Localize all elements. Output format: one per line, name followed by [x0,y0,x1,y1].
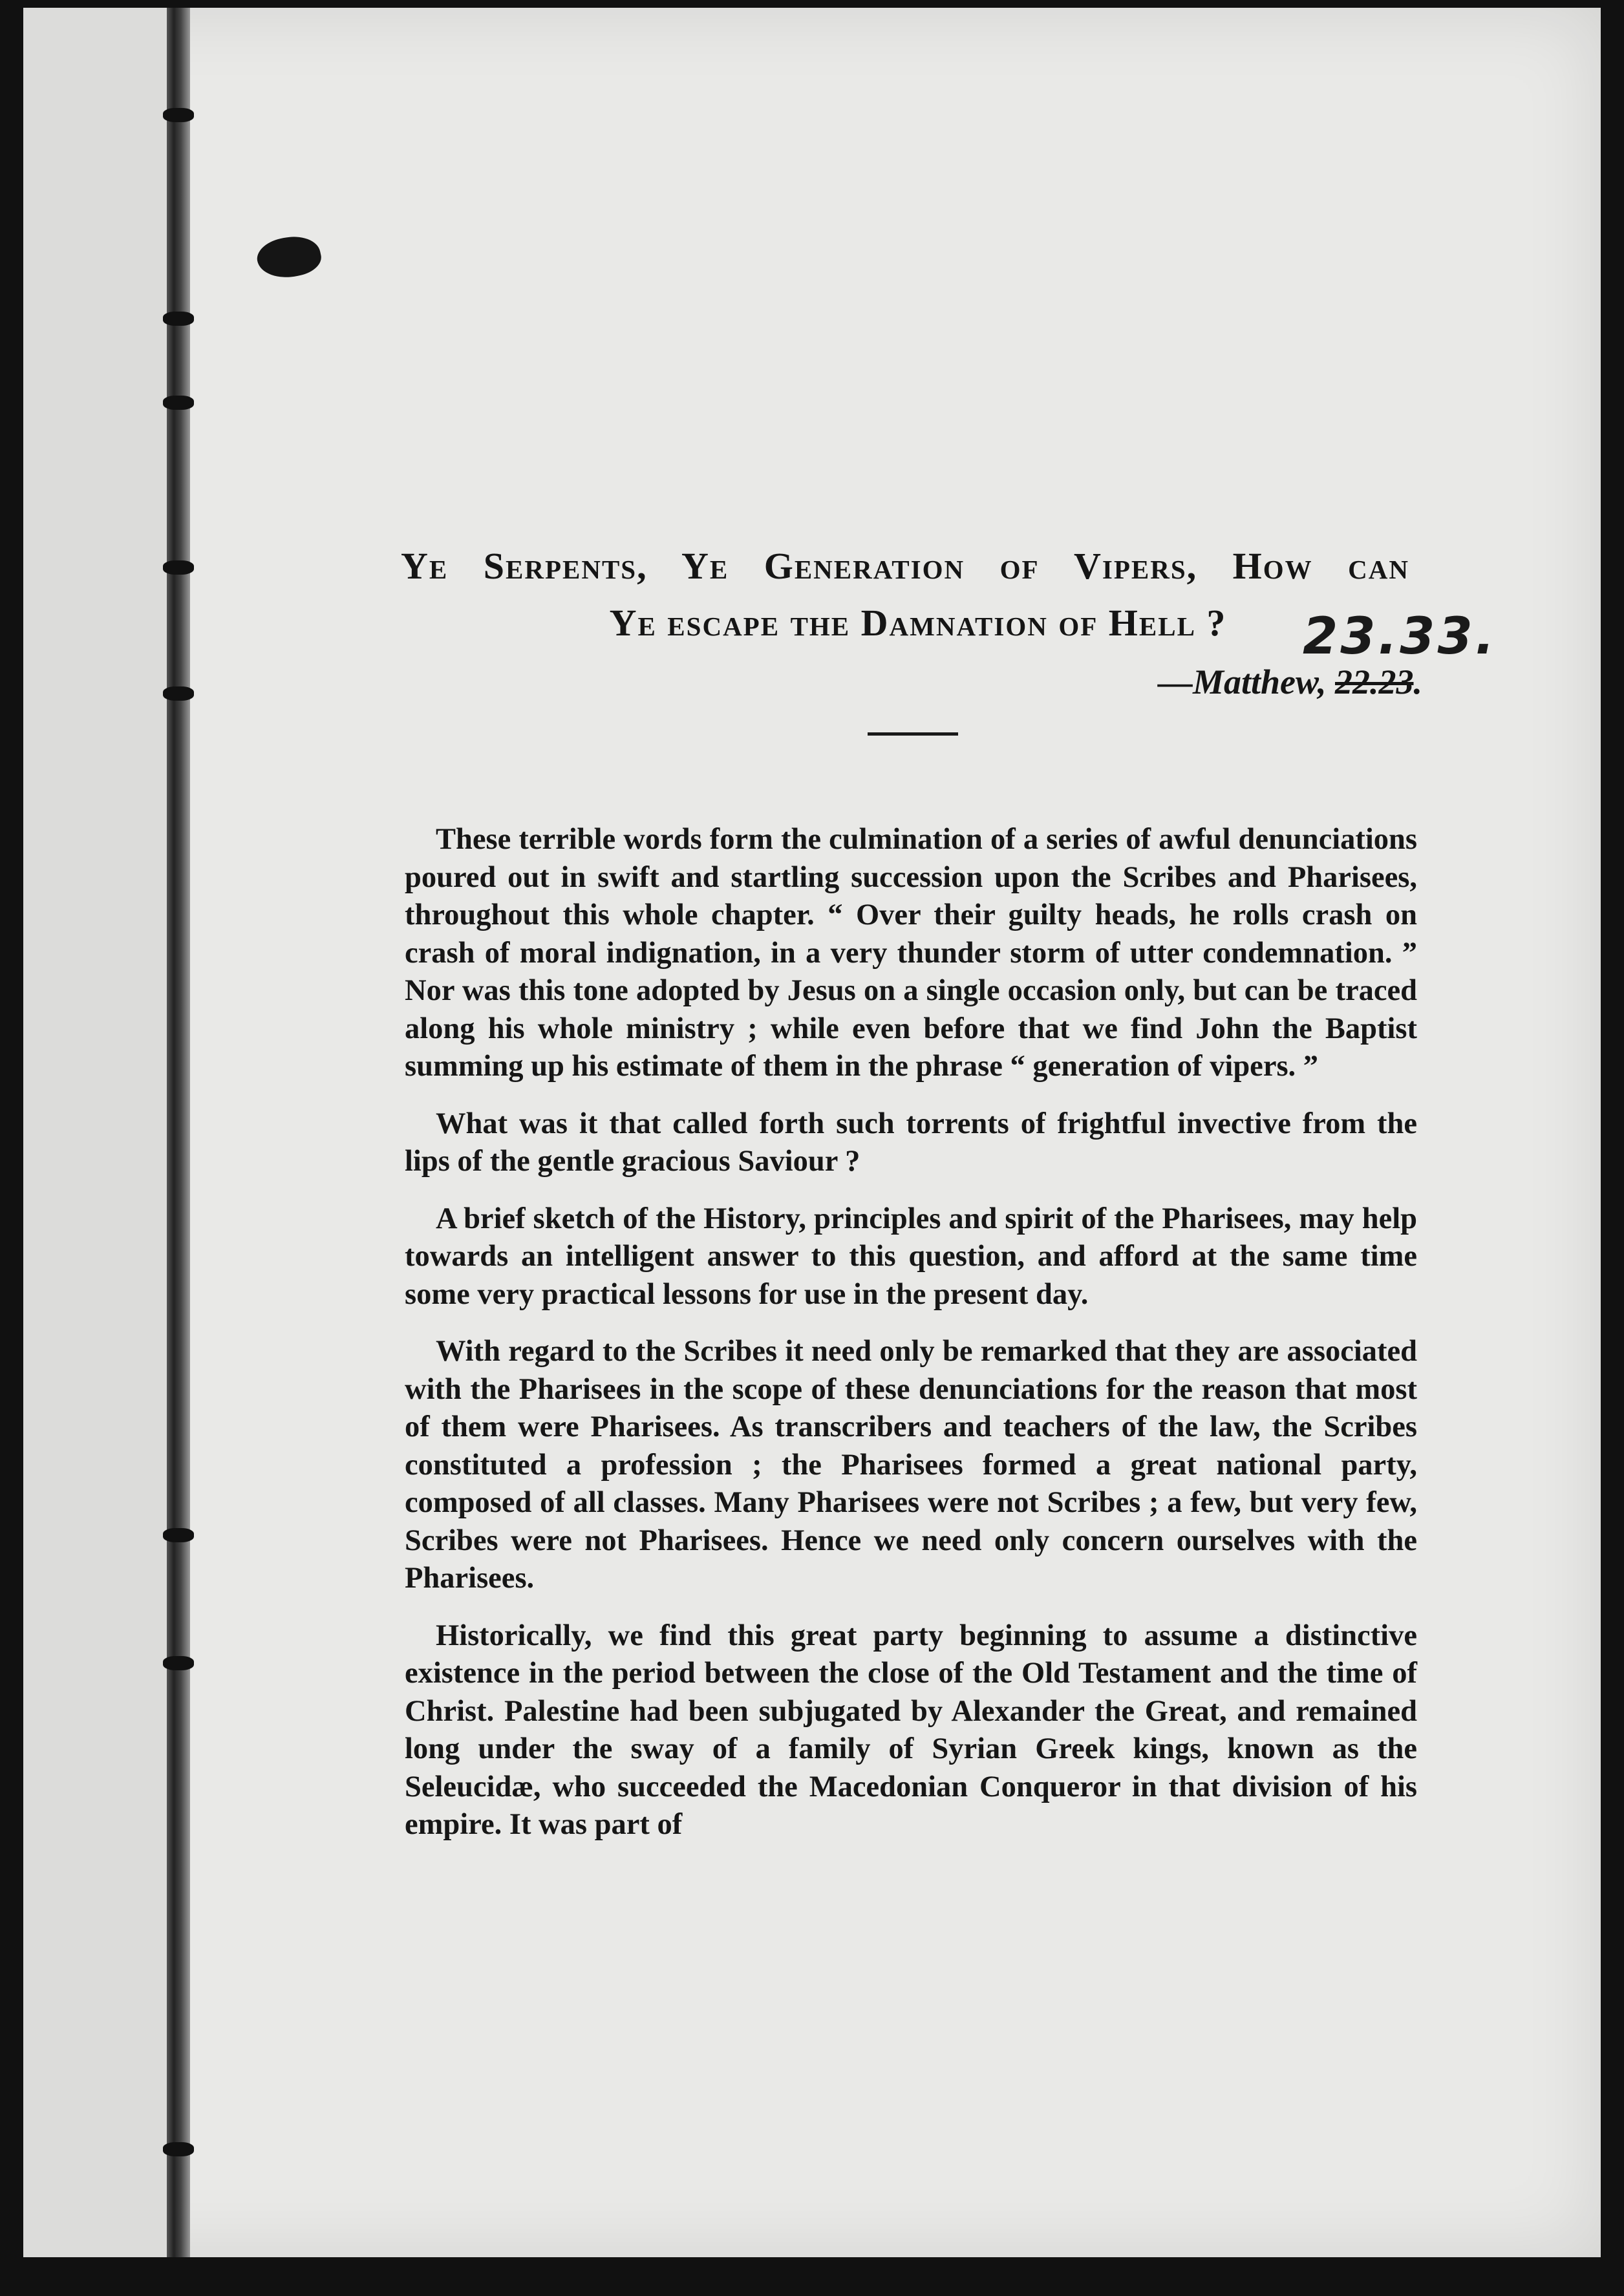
binding-stitch [163,2142,194,2156]
binding-stitch [163,396,194,410]
paragraph: A brief sketch of the History, principles and spirit of the Pharisees, may help towards an intelligent answer to this question, and afford at the same time some very practical lessons for use in the present day. [405,1202,1417,1311]
handwritten-correction: 23.33. [1303,608,1497,666]
binding-stitch [163,312,194,326]
binding-stitch [163,560,194,575]
paragraph: With regard to the Scribes it need only be remarked that they are associated with the Pharisees in the scope of these denunciations for the reason that most of them were Pharisees. As transcribers and teachers of the law, the Scribes constituted a profession ; the Pharisees formed a great national party, composed of all classes. Many Pharisees were not Scribes ; a few, but very few, Scribes were not Pharisees. Hence we need only concern ourselves with the Pharisees. [405,1335,1417,1595]
page-margin-strip [23,8,172,2257]
binding-stitch [163,1528,194,1542]
paragraph: These terrible words form the culmination of a series of awful denunciations poured out in swift and startling succession upon the Scribes and Pharisees, throughout this whole chapter. “ Over their guilty heads, he rolls crash on crash of moral indignation, in a very thunder storm of utter condemnation. ” Nor was this tone adopted by Jesus on a single occasion only, but can be traced along his whole ministry ; while even before that we find John the Baptist summing up his estimate of them in the phrase “ generation of vipers. ” [405,823,1417,1083]
title-line-2: Ye escape the Damnation of Hell ? [609,602,1227,644]
binding-stitch [163,108,194,122]
scripture-citation: —Matthew, 22.23. [1157,663,1422,701]
paragraph: What was it that called forth such torrents of frightful invective from the lips of the gentle gracious Saviour ? [405,1107,1417,1178]
body-text [405,821,1417,1864]
citation-book: —Matthew, [1157,663,1327,701]
binding-stitch [163,686,194,701]
section-divider [868,732,958,736]
ink-blot [254,231,325,283]
paragraph: Historically, we find this great party beginning to assume a distinctive existence in the period between the close of the Old Testament and the time of Christ. Palestine had been subjugated by Alexander the Great, and remained long under the sway of a family of Syrian Greek kings, known as the Seleucidæ, who succeeded the Macedonian Conqueror in that division of his empire. It was part of [405,1619,1417,1841]
title-line-1: Ye Serpents, Ye Generation of Vipers, How can [401,545,1409,587]
page-title [401,538,1409,652]
binding-edge [167,8,190,2257]
citation-struck-number: 22.23 [1335,663,1414,701]
binding-stitch [163,1656,194,1670]
